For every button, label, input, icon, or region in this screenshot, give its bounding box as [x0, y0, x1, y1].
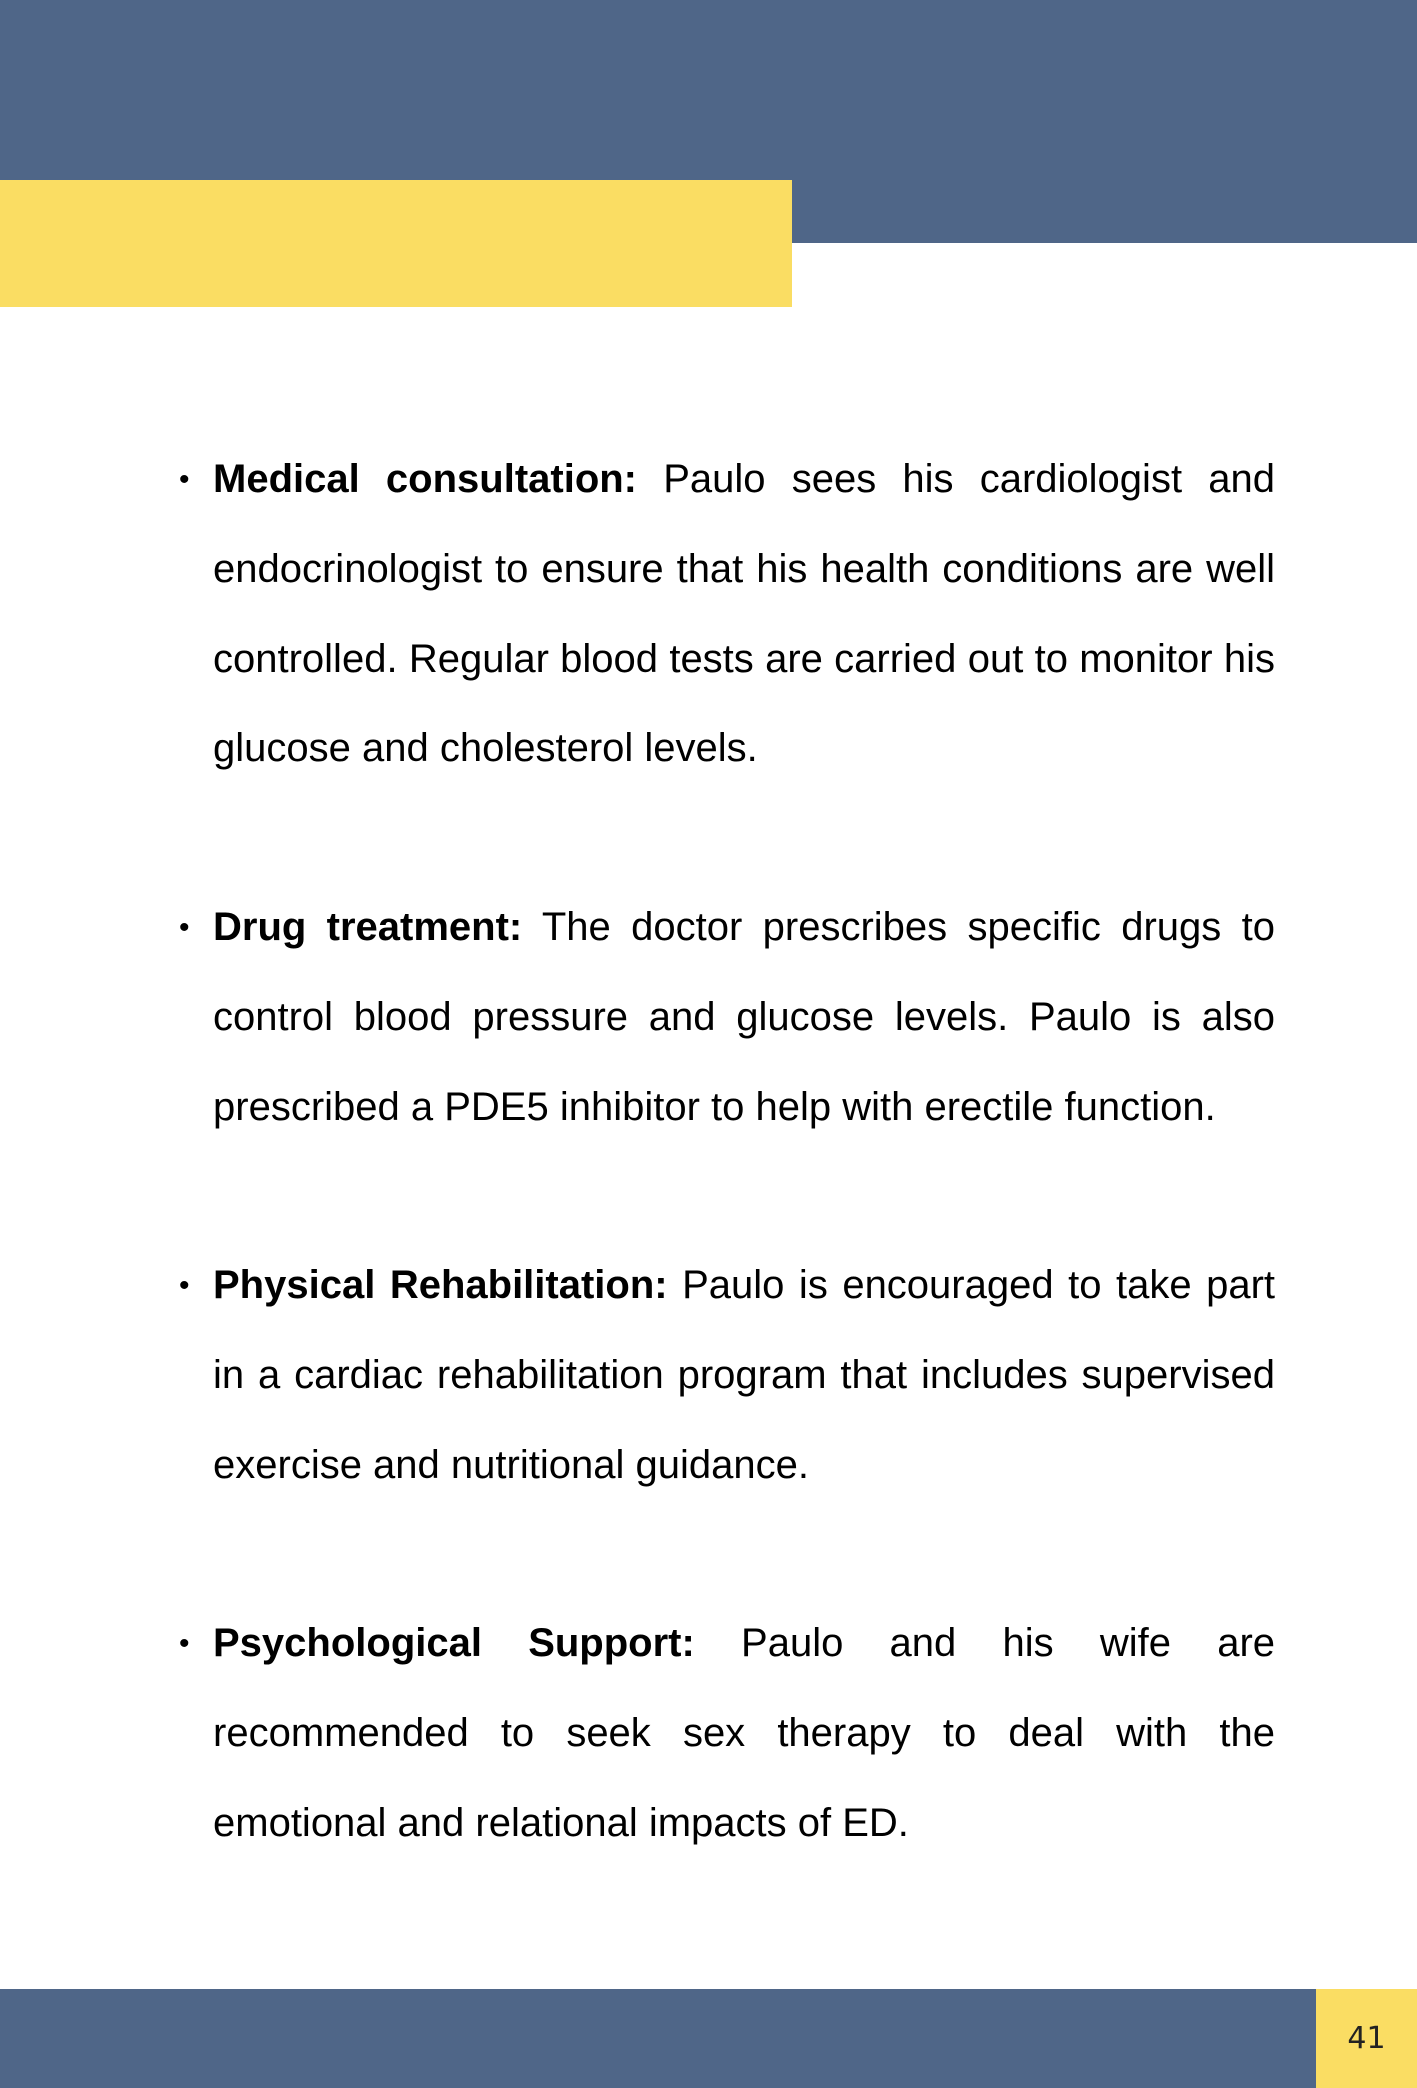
- bullet-title: Medical consultation:: [213, 457, 638, 501]
- bullet-physical-rehabilitation: [179, 1241, 1276, 1510]
- bullet-dot: •: [179, 1627, 190, 1660]
- bullet-drug-treatment: [179, 883, 1275, 1152]
- bullet-psychological-support: [179, 1599, 1276, 1868]
- bullet-dot: •: [179, 911, 190, 944]
- bullet-title: Psychological Support:: [213, 1621, 695, 1665]
- bullet-title: Physical Rehabilitation:: [213, 1263, 668, 1307]
- page-number: 41: [1316, 1989, 1417, 2088]
- header-accent-block: [0, 180, 792, 307]
- bullet-text: Paulo sees his cardiologist and endocrinologist to ensure that his health conditions are well controlled. Regular blood tests are carried out to monitor his glucose and cholesterol levels.: [213, 457, 1275, 771]
- bullet-title: Drug treatment:: [213, 905, 523, 949]
- bullet-dot: •: [179, 1269, 190, 1302]
- bullet-text: Paulo and his wife are recommended to seek sex therapy to deal with the emotional and relational impacts of ED.: [213, 1621, 1276, 1845]
- bullet-dot: •: [179, 463, 190, 496]
- bullet-text: The doctor prescribes specific drugs to control blood pressure and glucose levels. Paulo is also prescribed a PDE5 inhibitor to help with erectile function.: [213, 905, 1275, 1129]
- bullet-text: Paulo is encouraged to take part in a cardiac rehabilitation program that includes supervised exercise and nutritional guidance.: [213, 1263, 1276, 1487]
- footer-band: [0, 1989, 1417, 2088]
- bullet-medical-consultation: [179, 435, 1275, 794]
